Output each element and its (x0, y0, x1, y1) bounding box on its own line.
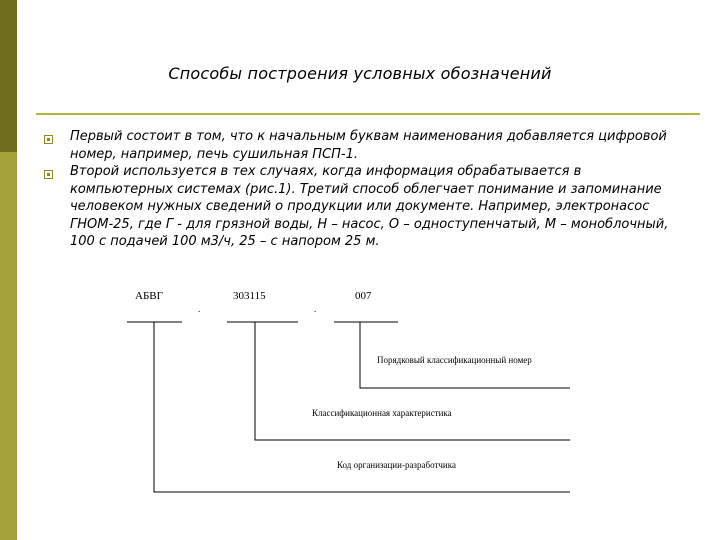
code-letters: АБВГ (135, 290, 163, 302)
label-organization: Код организации-разработчика (337, 460, 456, 470)
label-classification: Классификационная характеристика (312, 408, 452, 418)
connector-classification (255, 322, 570, 440)
label-serial: Порядковый классификационный номер (377, 355, 532, 365)
code-classification: 303115 (233, 290, 266, 302)
code-separator: . (314, 304, 317, 314)
code-serial: 007 (355, 290, 372, 302)
page-title: Способы построения условных обозначений (168, 64, 552, 83)
bullet-text-1: Первый состоит в том, что к начальным буквам наименования добавляется цифровой номер, например, печь сушильная ПСП-1. (70, 129, 667, 162)
code-separator: . (198, 304, 201, 314)
bullet-text-2: Второй используется в тех случаях, когда информация обрабатывается в компьютерных системах (рис.1). Третий способ облегчает понимание и запоминание человеком нужных сведений о продукции или документе. Например, электронасос ГНОМ-25, где Г - для грязной воды, Н – насос, О – одноступенчатый, М – моноблочный, 100 с подачей 100 м3/ч, 25 – с напором 25 м. (70, 164, 669, 249)
